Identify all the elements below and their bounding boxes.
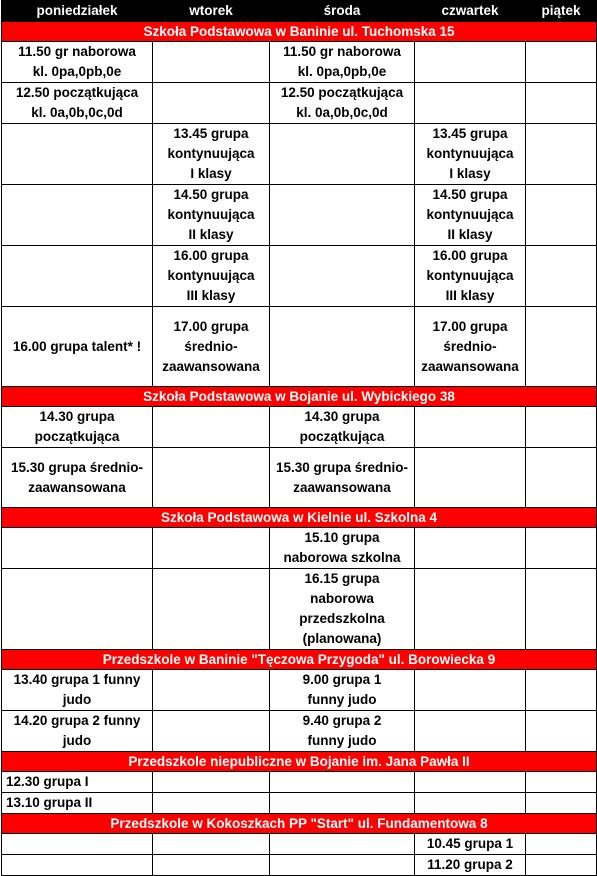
schedule-row: [2, 772, 597, 793]
schedule-cell-wednesday: [270, 772, 415, 793]
schedule-cell-friday: [526, 670, 597, 711]
schedule-cell-wednesday: [270, 793, 415, 814]
schedule-cell-thursday: [415, 670, 526, 711]
schedule-cell-wednesday: [270, 185, 415, 246]
schedule-cell-tuesday: [153, 834, 270, 855]
schedule-cell-friday: [526, 246, 597, 307]
schedule-cell-monday: [2, 185, 153, 246]
schedule-cell-monday: 12.30 grupa I: [2, 772, 153, 793]
schedule-cell-tuesday: [153, 83, 270, 124]
schedule-cell-tuesday: [153, 448, 270, 508]
schedule-row: [2, 528, 597, 569]
schedule-row: [2, 83, 597, 124]
schedule-cell-tuesday: [153, 42, 270, 83]
schedule-row: [2, 307, 597, 387]
schedule-cell-wednesday: 12.50 początkująca kl. 0a,0b,0c,0d: [270, 83, 415, 124]
day-header-friday: piątek: [526, 1, 597, 22]
schedule-cell-friday: [526, 528, 597, 569]
schedule-row: [2, 42, 597, 83]
schedule-cell-wednesday: [270, 307, 415, 387]
schedule-cell-monday: [2, 569, 153, 650]
schedule-cell-tuesday: 13.45 grupa kontynuująca I klasy: [153, 124, 270, 185]
schedule-cell-wednesday: [270, 124, 415, 185]
schedule-cell-tuesday: [153, 772, 270, 793]
schedule-cell-wednesday: 15.10 grupa naborowa szkolna: [270, 528, 415, 569]
schedule-cell-wednesday: 15.30 grupa średnio- zaawansowana: [270, 448, 415, 508]
section-title: Szkoła Podstawowa w Kielnie ul. Szkolna 4: [2, 508, 597, 528]
section-title: Przedszkole niepubliczne w Bojanie im. Jana Pawła II: [2, 752, 597, 772]
schedule-cell-friday: [526, 569, 597, 650]
schedule-cell-friday: [526, 83, 597, 124]
schedule-cell-thursday: [415, 772, 526, 793]
header-row: [2, 1, 597, 22]
section-header-row: [2, 387, 597, 407]
schedule-cell-thursday: 13.45 grupa kontynuująca I klasy: [415, 124, 526, 185]
schedule-cell-thursday: 10.45 grupa 1: [415, 834, 526, 855]
schedule-cell-thursday: 11.20 grupa 2: [415, 855, 526, 876]
schedule-row: [2, 448, 597, 508]
day-header-tuesday: wtorek: [153, 1, 270, 22]
schedule-cell-monday: 14.30 grupa początkująca: [2, 407, 153, 448]
schedule-cell-thursday: [415, 569, 526, 650]
schedule-cell-monday: 15.30 grupa średnio- zaawansowana: [2, 448, 153, 508]
schedule-cell-tuesday: [153, 528, 270, 569]
schedule-cell-thursday: [415, 793, 526, 814]
day-header-thursday: czwartek: [415, 1, 526, 22]
schedule-cell-wednesday: 14.30 grupa początkująca: [270, 407, 415, 448]
schedule-row: [2, 407, 597, 448]
schedule-row: [2, 124, 597, 185]
schedule-cell-tuesday: [153, 670, 270, 711]
schedule-cell-wednesday: 9.00 grupa 1 funny judo: [270, 670, 415, 711]
day-header-monday: poniedziałek: [2, 1, 153, 22]
schedule-cell-tuesday: [153, 407, 270, 448]
schedule-cell-thursday: [415, 407, 526, 448]
schedule-row: [2, 569, 597, 650]
schedule-cell-tuesday: [153, 569, 270, 650]
schedule-cell-wednesday: 16.15 grupa naborowa przedszkolna (planowana): [270, 569, 415, 650]
schedule-cell-friday: [526, 307, 597, 387]
schedule-cell-thursday: [415, 711, 526, 752]
section-title: Przedszkole w Baninie "Tęczowa Przygoda" ul. Borowiecka 9: [2, 650, 597, 670]
schedule-cell-wednesday: [270, 246, 415, 307]
section-header-row: [2, 508, 597, 528]
schedule-cell-thursday: 17.00 grupa średnio- zaawansowana: [415, 307, 526, 387]
schedule-row: [2, 834, 597, 855]
schedule-cell-tuesday: 17.00 grupa średnio- zaawansowana: [153, 307, 270, 387]
schedule-cell-wednesday: [270, 834, 415, 855]
section-header-row: [2, 752, 597, 772]
schedule-row: [2, 711, 597, 752]
section-title: Przedszkole w Kokoszkach PP "Start" ul. Fundamentowa 8: [2, 814, 597, 834]
schedule-cell-friday: [526, 772, 597, 793]
schedule-cell-friday: [526, 185, 597, 246]
schedule-cell-tuesday: [153, 711, 270, 752]
schedule-cell-friday: [526, 834, 597, 855]
schedule-cell-tuesday: 14.50 grupa kontynuująca II klasy: [153, 185, 270, 246]
schedule-cell-monday: 11.50 gr naborowa kl. 0pa,0pb,0e: [2, 42, 153, 83]
section-header-row: [2, 814, 597, 834]
schedule-cell-thursday: [415, 448, 526, 508]
schedule-cell-monday: 14.20 grupa 2 funny judo: [2, 711, 153, 752]
schedule-cell-monday: 16.00 grupa talent* !: [2, 307, 153, 387]
schedule-cell-tuesday: [153, 793, 270, 814]
schedule-row: [2, 670, 597, 711]
schedule-cell-thursday: 16.00 grupa kontynuująca III klasy: [415, 246, 526, 307]
schedule-cell-thursday: 14.50 grupa kontynuująca II klasy: [415, 185, 526, 246]
schedule-cell-thursday: [415, 42, 526, 83]
section-title: Szkoła Podstawowa w Baninie ul. Tuchomska 15: [2, 22, 597, 42]
schedule-cell-friday: [526, 124, 597, 185]
schedule-row: [2, 793, 597, 814]
section-header-row: [2, 22, 597, 42]
schedule-row: [2, 185, 597, 246]
schedule-cell-thursday: [415, 83, 526, 124]
schedule-cell-friday: [526, 42, 597, 83]
schedule-cell-thursday: [415, 528, 526, 569]
schedule-cell-monday: [2, 834, 153, 855]
schedule-cell-wednesday: 11.50 gr naborowa kl. 0pa,0pb,0e: [270, 42, 415, 83]
schedule-cell-tuesday: 16.00 grupa kontynuująca III klasy: [153, 246, 270, 307]
section-title: Szkoła Podstawowa w Bojanie ul. Wybickiego 38: [2, 387, 597, 407]
schedule-cell-monday: [2, 528, 153, 569]
day-header-wednesday: środa: [270, 1, 415, 22]
schedule-cell-friday: [526, 711, 597, 752]
schedule-row: [2, 246, 597, 307]
schedule-cell-monday: 13.40 grupa 1 funny judo: [2, 670, 153, 711]
schedule-cell-monday: 12.50 początkująca kl. 0a,0b,0c,0d: [2, 83, 153, 124]
schedule-body: [2, 22, 597, 876]
schedule-cell-monday: [2, 124, 153, 185]
schedule-cell-monday: 13.10 grupa II: [2, 793, 153, 814]
schedule-cell-wednesday: 9.40 grupa 2 funny judo: [270, 711, 415, 752]
schedule-cell-friday: [526, 407, 597, 448]
schedule-cell-friday: [526, 793, 597, 814]
schedule-cell-friday: [526, 448, 597, 508]
section-header-row: [2, 650, 597, 670]
schedule-cell-monday: [2, 246, 153, 307]
schedule-table: [1, 0, 597, 876]
